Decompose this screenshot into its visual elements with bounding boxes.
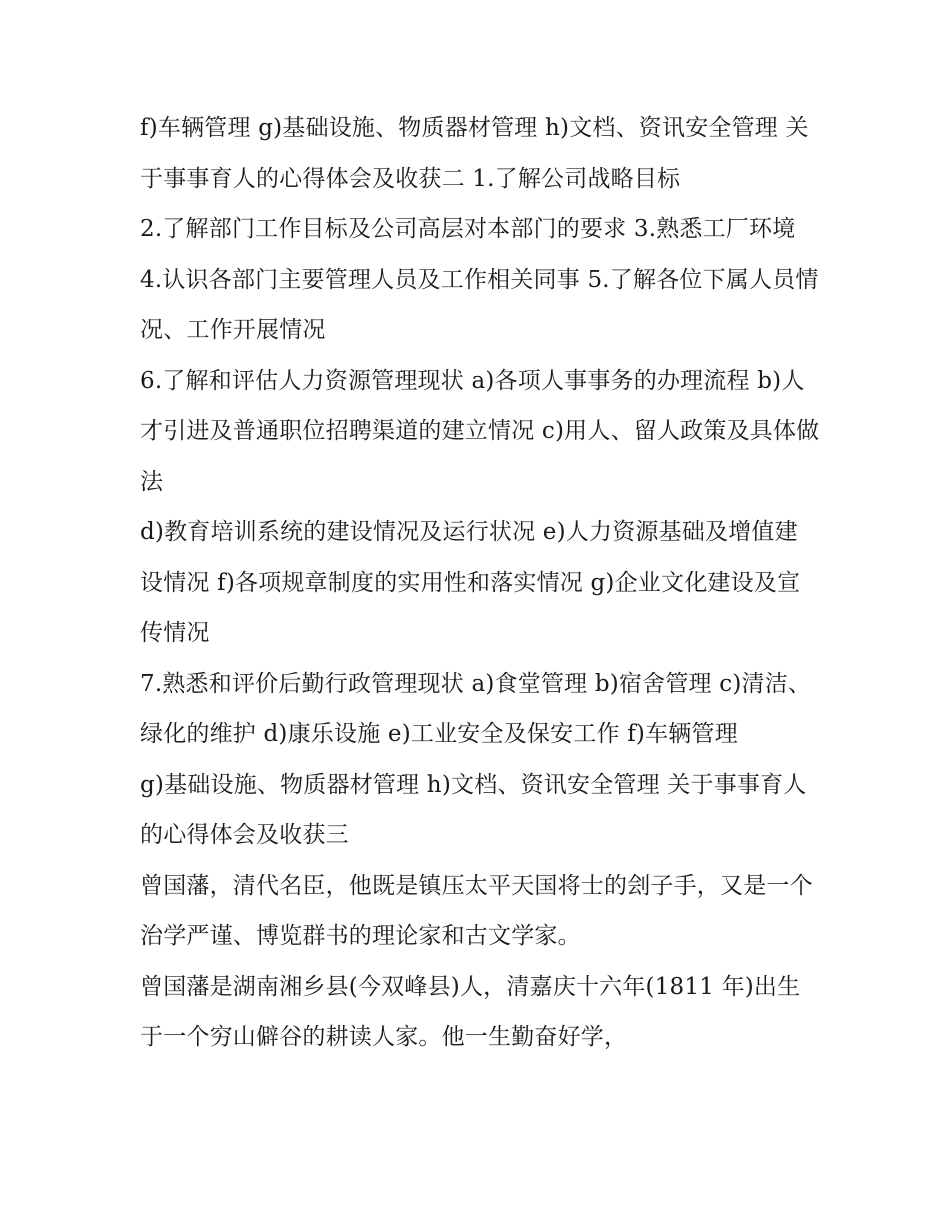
paragraph-8: 曾国藩是湖南湘乡县(今双峰县)人，清嘉庆十六年(1811 年)出生于一个穷山僻谷的耕读人家。他一生勤奋好学，: [140, 973, 801, 1050]
paragraph-6: g)基础设施、物质器材管理 h)文档、资讯安全管理 关于事事育人的心得体会及收获三: [140, 771, 807, 848]
paragraph-2: 2.了解部门工作目标及公司高层对本部门的要求 3.熟悉工厂环境 4.认识各部门主要管理人员及工作相关同事 5.了解各位下属人员情况、工作开展情况: [140, 216, 819, 343]
paragraph-7: 曾国藩，清代名臣，他既是镇压太平天国将士的刽子手，又是一个治学严谨、博览群书的理论家和古文学家。: [140, 872, 813, 949]
paragraph-5: 7.熟悉和评价后勤行政管理现状 a)食堂管理 b)宿舍管理 c)清洁、绿化的维护 d)康乐设施 e)工业安全及保安工作 f)车辆管理: [140, 670, 812, 747]
document-body: [140, 103, 820, 1063]
paragraph-4: d)教育培训系统的建设情况及运行状况 e)人力资源基础及增值建设情况 f)各项规章制度的实用性和落实情况 g)企业文化建设及宣传情况: [140, 519, 801, 646]
paragraph-3: 6.了解和评估人力资源管理现状 a)各项人事事务的办理流程 b)人才引进及普通职位招聘渠道的建立情况 c)用人、留人政策及具体做法: [140, 367, 820, 495]
paragraph-1: f)车辆管理 g)基础设施、物质器材管理 h)文档、资讯安全管理 关于事事育人的心得体会及收获二 1.了解公司战略目标: [140, 115, 809, 192]
